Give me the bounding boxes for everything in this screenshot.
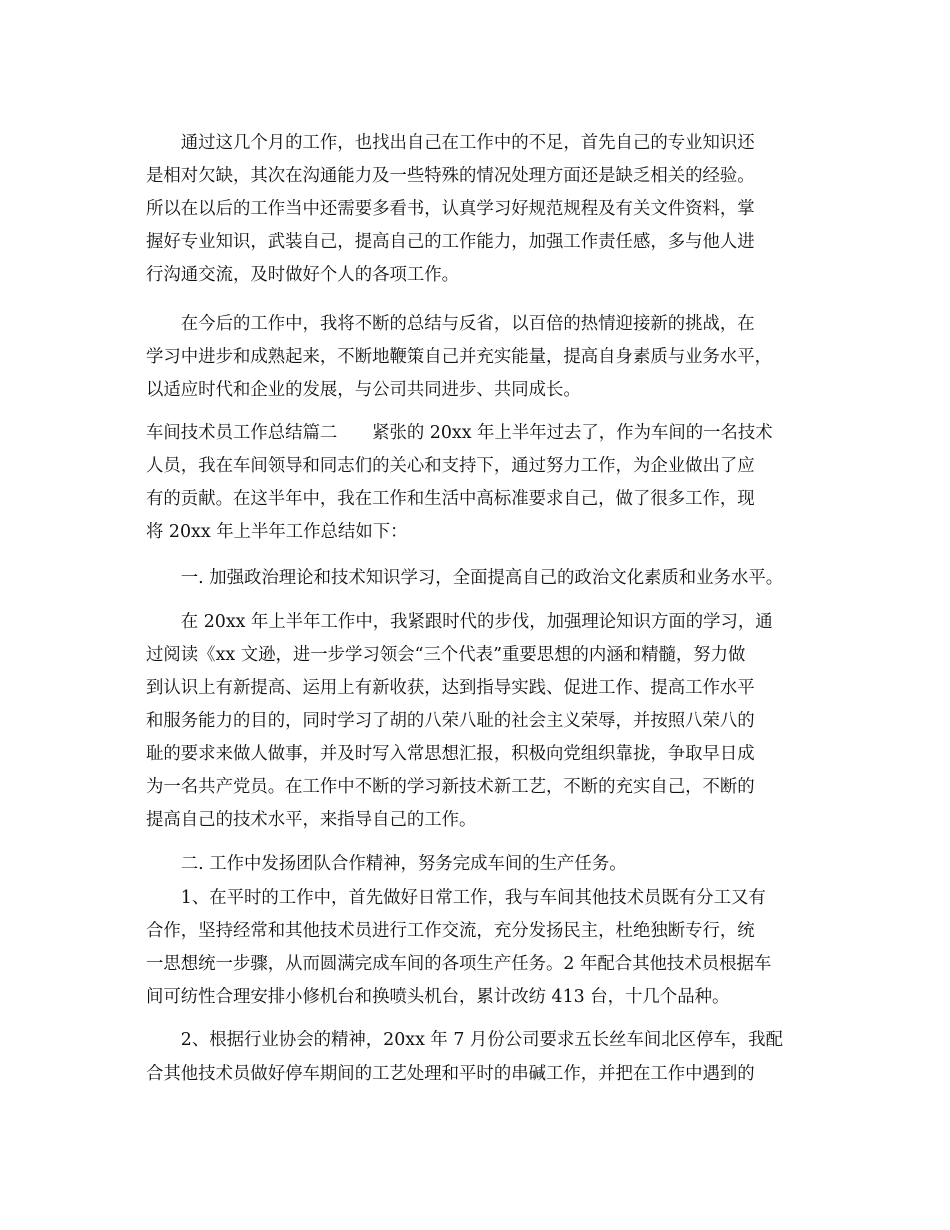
text-line: 耻的要求来做人做事，并及时写入常思想汇报，积极向党组织靠拢，争取早日成 bbox=[146, 744, 755, 764]
text-line: 通过这几个月的工作，也找出自己在工作中的不足，首先自己的专业知识还 bbox=[146, 133, 755, 153]
text-line: 到认识上有新提高、运用上有新收获，达到指导实践、促进工作、提高工作水平 bbox=[146, 678, 755, 698]
text-line: 一思想统一步骤，从而圆满完成车间的各项生产任务。2 年配合其他技术员根据车 bbox=[146, 954, 772, 974]
text-line: 握好专业知识，武装自己，提高自己的工作能力，加强工作责任感，多与他人进 bbox=[146, 232, 755, 252]
text-line: 和服务能力的目的，同时学习了胡的八荣八耻的社会主义荣辱，并按照八荣八的 bbox=[146, 711, 755, 731]
text-line: 以适应时代和企业的发展，与公司共同进步、共同成长。 bbox=[146, 380, 581, 400]
text-line: 提高自己的技术水平，来指导自己的工作。 bbox=[146, 810, 477, 830]
text-line: 过阅读《xx 文逊，进一步学习领会“三个代表”重要思想的内涵和精髓，努力做 bbox=[146, 645, 746, 665]
text-line: 行沟通交流，及时做好个人的各项工作。 bbox=[146, 265, 460, 285]
text-line: 在今后的工作中，我将不断的总结与反省，以百倍的热情迎接新的挑战，在 bbox=[146, 314, 755, 334]
text-line: 2、根据行业协会的精神，20xx 年 7 月份公司要求五长丝车间北区停车，我配 bbox=[146, 1030, 783, 1050]
text-line: 二. 工作中发扬团队合作精神，努务完成车间的生产任务。 bbox=[146, 854, 627, 874]
text-line: 所以在以后的工作当中还需要多看书，认真学习好规范规程及有关文件资料，掌 bbox=[146, 199, 755, 219]
text-line: 在 20xx 年上半年工作中，我紧跟时代的步伐，加强理论知识方面的学习，通 bbox=[146, 612, 773, 632]
text-line: 是相对欠缺，其次在沟通能力及一些特殊的情况处理方面还是缺乏相关的经验。 bbox=[146, 166, 755, 186]
text-line: 将 20xx 年上半年工作总结如下： bbox=[146, 522, 408, 542]
text-line: 人员，我在车间领导和同志们的关心和支持下，通过努力工作，为企业做出了应 bbox=[146, 456, 755, 476]
text-line: 车间技术员工作总结篇二 紧张的 20xx 年上半年过去了，作为车间的一名技术 bbox=[146, 423, 773, 443]
text-line: 间可纺性合理安排小修机台和换喷头机台，累计改纺 413 台，十几个品种。 bbox=[146, 987, 730, 1007]
text-line: 1、在平时的工作中，首先做好日常工作，我与车间其他技术员既有分工又有 bbox=[146, 888, 766, 908]
text-line: 有的贡献。在这半年中，我在工作和生活中高标准要求自己，做了很多工作，现 bbox=[146, 489, 755, 509]
text-line: 合作，坚持经常和其他技术员进行工作交流，充分发扬民主，杜绝独断专行，统 bbox=[146, 921, 755, 941]
text-line: 为一名共产党员。在工作中不断的学习新技术新工艺，不断的充实自己，不断的 bbox=[146, 777, 755, 797]
text-line: 合其他技术员做好停车期间的工艺处理和平时的串碱工作，并把在工作中遇到的 bbox=[146, 1064, 755, 1084]
text-line: 一. 加强政治理论和技术知识学习，全面提高自己的政治文化素质和业务水平。 bbox=[146, 568, 784, 588]
text-line: 学习中进步和成熟起来，不断地鞭策自己并充实能量，提高自身素质与业务水平， bbox=[146, 347, 773, 367]
